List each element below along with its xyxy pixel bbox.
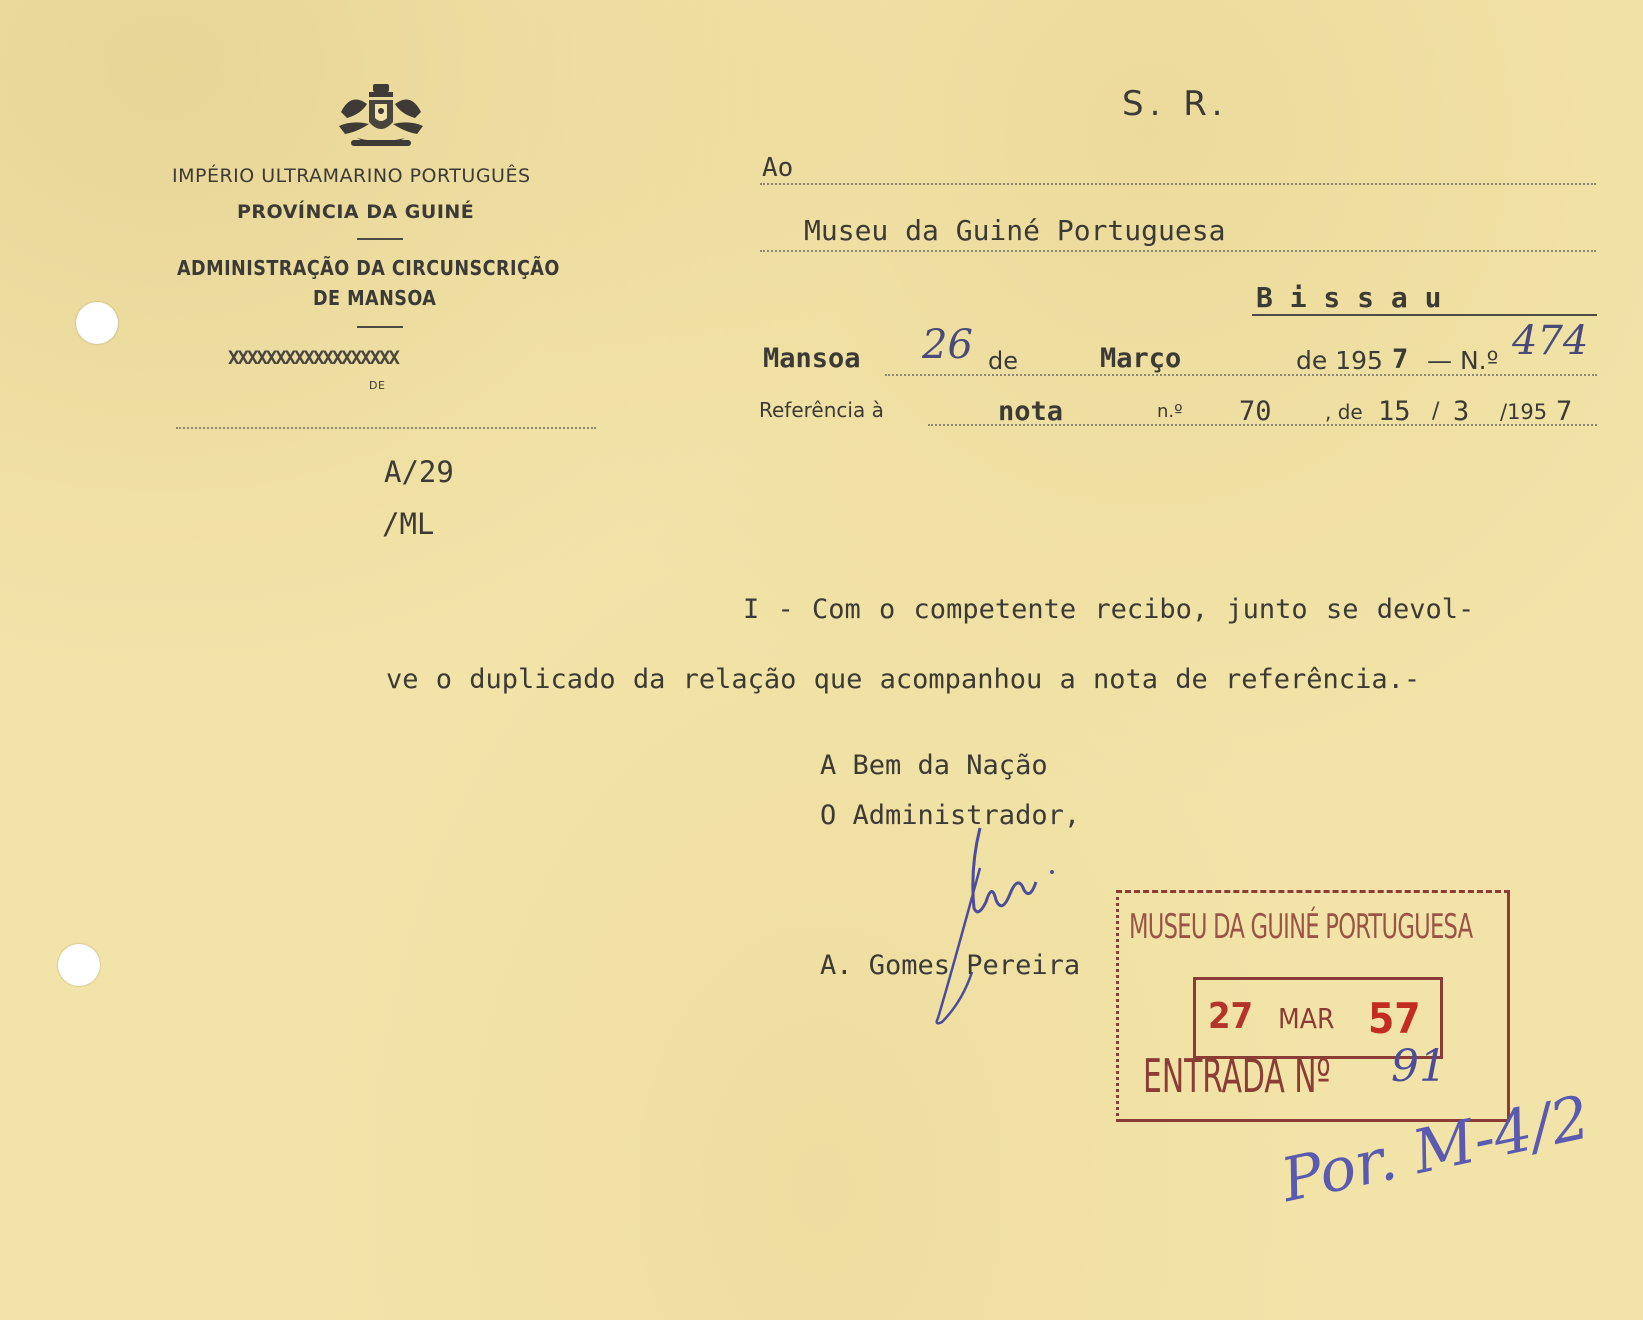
date-year-prefix: de 195 — [1296, 346, 1383, 375]
date-dotted-line — [885, 374, 1597, 376]
address-dotted-line-2 — [760, 250, 1596, 252]
reference-type: nota — [998, 396, 1064, 427]
letterhead-empire: IMPÉRIO ULTRAMARINO PORTUGUÊS — [172, 165, 531, 187]
sr-mark: S. R. — [1122, 84, 1229, 124]
letterhead-administration: ADMINISTRAÇÃO DA CIRCUNSCRIÇÃO — [177, 256, 560, 280]
signature-drawing — [920, 808, 1080, 1028]
date-day-handwritten: 26 — [922, 322, 973, 368]
letterhead-divider-2 — [357, 326, 403, 328]
reference-label: Referência à — [759, 398, 884, 422]
museum-entry-stamp — [1116, 890, 1510, 1122]
reference-year-prefix: /195 — [1500, 400, 1548, 424]
stamp-date-day: 27 — [1208, 996, 1254, 1037]
address-ao: Ao — [762, 153, 794, 183]
date-number-handwritten: 474 — [1512, 318, 1589, 364]
date-month: Março — [1100, 343, 1182, 374]
punch-hole-bottom — [58, 944, 100, 986]
reference-year-digit: 7 — [1556, 396, 1573, 427]
date-year-digit: 7 — [1392, 344, 1409, 375]
date-place: Mansoa — [763, 343, 861, 374]
reference-dotted-line — [928, 424, 1597, 426]
reference-n-label: n.º — [1157, 401, 1183, 422]
reference-code-2: /ML — [382, 507, 435, 541]
reference-code-1: A/29 — [384, 455, 454, 489]
date-number-label: — N.º — [1427, 346, 1499, 375]
body-line-1: I - Com o competente recibo, junto se devol- — [743, 594, 1475, 625]
punch-hole-top — [76, 302, 118, 344]
address-city: B i s s a u — [1256, 281, 1442, 314]
closing-name: A. Gomes Pereira — [820, 950, 1081, 981]
reference-day: 15 — [1378, 396, 1411, 427]
reference-n-value: 70 — [1239, 396, 1272, 427]
address-recipient: Museu da Guiné Portuguesa — [804, 214, 1226, 247]
stamp-entry-number: 91 — [1391, 1041, 1447, 1092]
letterhead-struck-text: XXXXXXXXXXXXXXXXXX — [228, 347, 398, 369]
coat-of-arms-emblem — [335, 82, 427, 152]
stamp-entry-label: ENTRADA Nº — [1143, 1049, 1331, 1103]
date-de-label: de — [988, 347, 1018, 375]
archive-annotation: Por. M-4/2 — [1275, 1082, 1596, 1216]
body-line-2: ve o duplicado da relação que acompanhou a nota de referência.- — [386, 664, 1421, 695]
stamp-header: MUSEU DA GUINÉ PORTUGUESA — [1129, 907, 1473, 947]
letterhead-province: PROVÍNCIA DA GUINÉ — [237, 201, 475, 223]
address-city-underline — [1252, 314, 1597, 316]
address-dotted-line-1 — [760, 183, 1596, 185]
letterhead-dotted-line — [176, 427, 596, 429]
stamp-date-year: 57 — [1368, 994, 1421, 1043]
letterhead-de: DE — [369, 379, 386, 392]
closing-salutation: A Bem da Nação — [820, 750, 1048, 781]
letterhead-mansoa: DE MANSOA — [313, 286, 437, 310]
reference-de-label: , de — [1325, 400, 1363, 424]
letterhead-divider-1 — [357, 238, 403, 240]
closing-title: O Administrador, — [820, 800, 1081, 831]
reference-month: 3 — [1453, 396, 1470, 427]
stamp-date-month: MAR — [1278, 1002, 1335, 1035]
reference-sep: / — [1432, 399, 1440, 424]
